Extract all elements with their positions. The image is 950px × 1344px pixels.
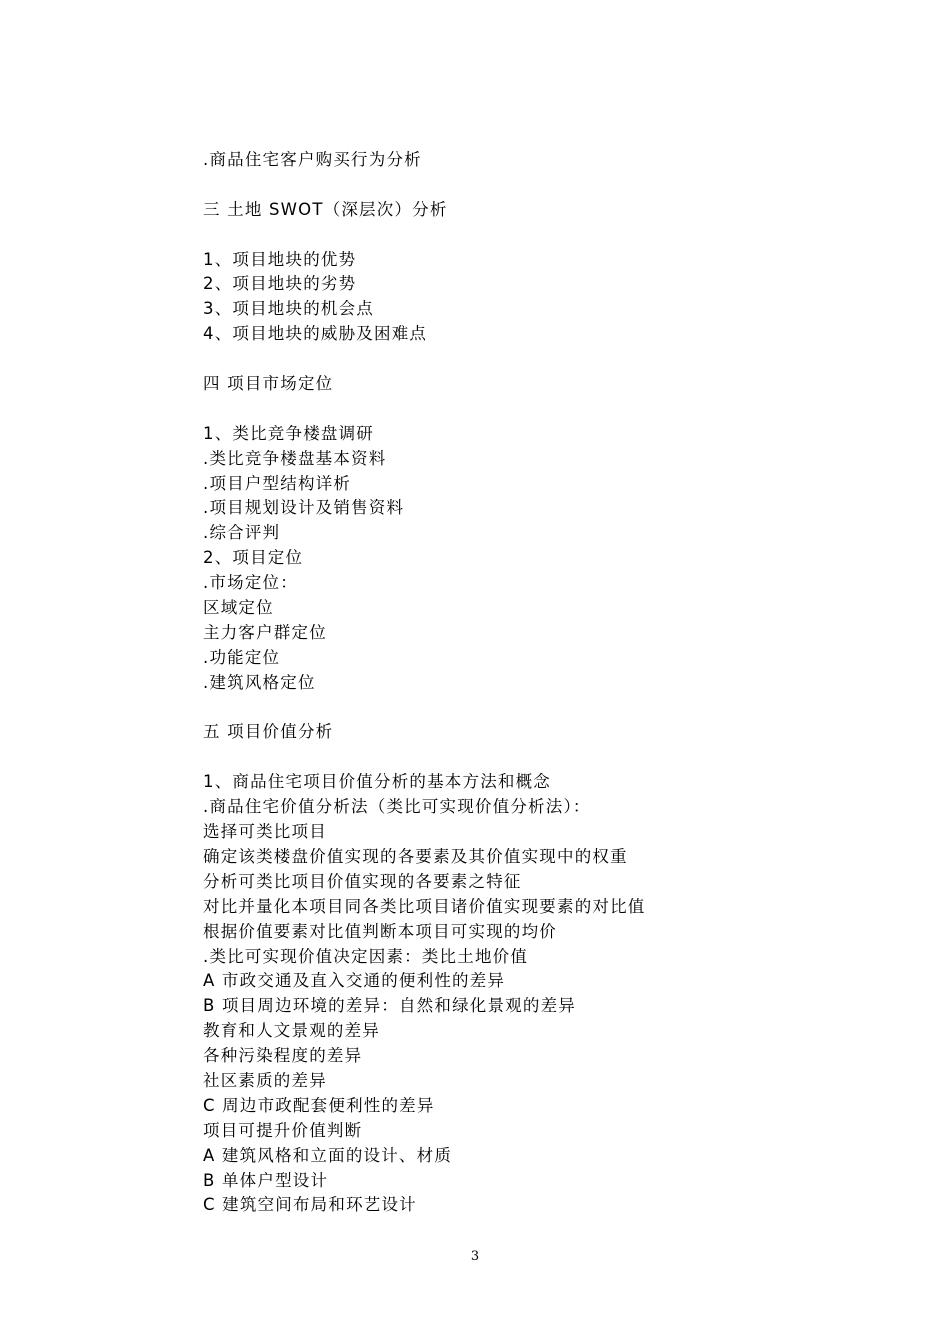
paragraph-gap — [203, 397, 903, 422]
text-line: .商品住宅价值分析法（类比可实现价值分析法）： — [203, 797, 591, 817]
text-line: 2、项目地块的劣势 — [203, 274, 357, 294]
paragraph-gap — [203, 347, 903, 372]
text-line: 各种污染程度的差异 — [203, 1046, 363, 1066]
text-line: 选择可类比项目 — [203, 822, 327, 842]
text-line: 分析可类比项目价值实现的各要素之特征 — [203, 871, 522, 891]
text-line: 三 土地 SWOT（深层次）分析 — [203, 199, 448, 219]
text-line: .建筑风格定位 — [203, 672, 316, 692]
text-line: .市场定位： — [203, 573, 298, 593]
text-line: 4、项目地块的威胁及困难点 — [203, 324, 428, 344]
paragraph-gap — [203, 223, 903, 248]
paragraph-gap — [203, 696, 903, 721]
text-line: 主力客户群定位 — [203, 622, 327, 642]
text-line: 根据价值要素对比值判断本项目可实现的均价 — [203, 921, 557, 941]
text-line: .项目户型结构详析 — [203, 473, 352, 493]
text-line: B 单体户型设计 — [203, 1170, 329, 1190]
text-line: 1、项目地块的优势 — [203, 249, 357, 269]
text-line: 2、项目定位 — [203, 548, 304, 568]
text-line: 教育和人文景观的差异 — [203, 1021, 380, 1041]
text-line: 1、商品住宅项目价值分析的基本方法和概念 — [203, 772, 551, 792]
text-line: C 周边市政配套便利性的差异 — [203, 1095, 435, 1115]
text-line: 社区素质的差异 — [203, 1070, 327, 1090]
text-line: 1、类比竞争楼盘调研 — [203, 423, 374, 443]
text-line: 四 项目市场定位 — [203, 374, 334, 394]
text-line: .综合评判 — [203, 523, 281, 543]
text-line: .商品住宅客户购买行为分析 — [203, 150, 422, 169]
text-line: 对比并量化本项目同各类比项目诸价值实现要素的对比值 — [203, 896, 646, 916]
text-line: .类比竞争楼盘基本资料 — [203, 448, 387, 468]
text-line: .功能定位 — [203, 647, 281, 667]
text-line: 区域定位 — [203, 598, 274, 618]
text-line: 确定该类楼盘价值实现的各要素及其价值实现中的权重 — [203, 846, 628, 866]
paragraph-gap — [203, 173, 903, 198]
text-line: 3、项目地块的机会点 — [203, 299, 374, 319]
text-line: C 建筑空间布局和环艺设计 — [203, 1195, 417, 1215]
text-line: 五 项目价值分析 — [203, 722, 334, 742]
document-body — [203, 148, 903, 1218]
page-number: 3 — [470, 1249, 480, 1264]
text-line: 项目可提升价值判断 — [203, 1120, 363, 1140]
text-line: A 市政交通及直入交通的便利性的差异 — [203, 971, 506, 991]
text-line: A 建筑风格和立面的设计、材质 — [203, 1145, 453, 1165]
text-line: .类比可实现价值决定因素：类比土地价值 — [203, 946, 529, 966]
text-line: .项目规划设计及销售资料 — [203, 498, 405, 518]
paragraph-gap — [203, 745, 903, 770]
text-line: B 项目周边环境的差异：自然和绿化景观的差异 — [203, 996, 576, 1016]
